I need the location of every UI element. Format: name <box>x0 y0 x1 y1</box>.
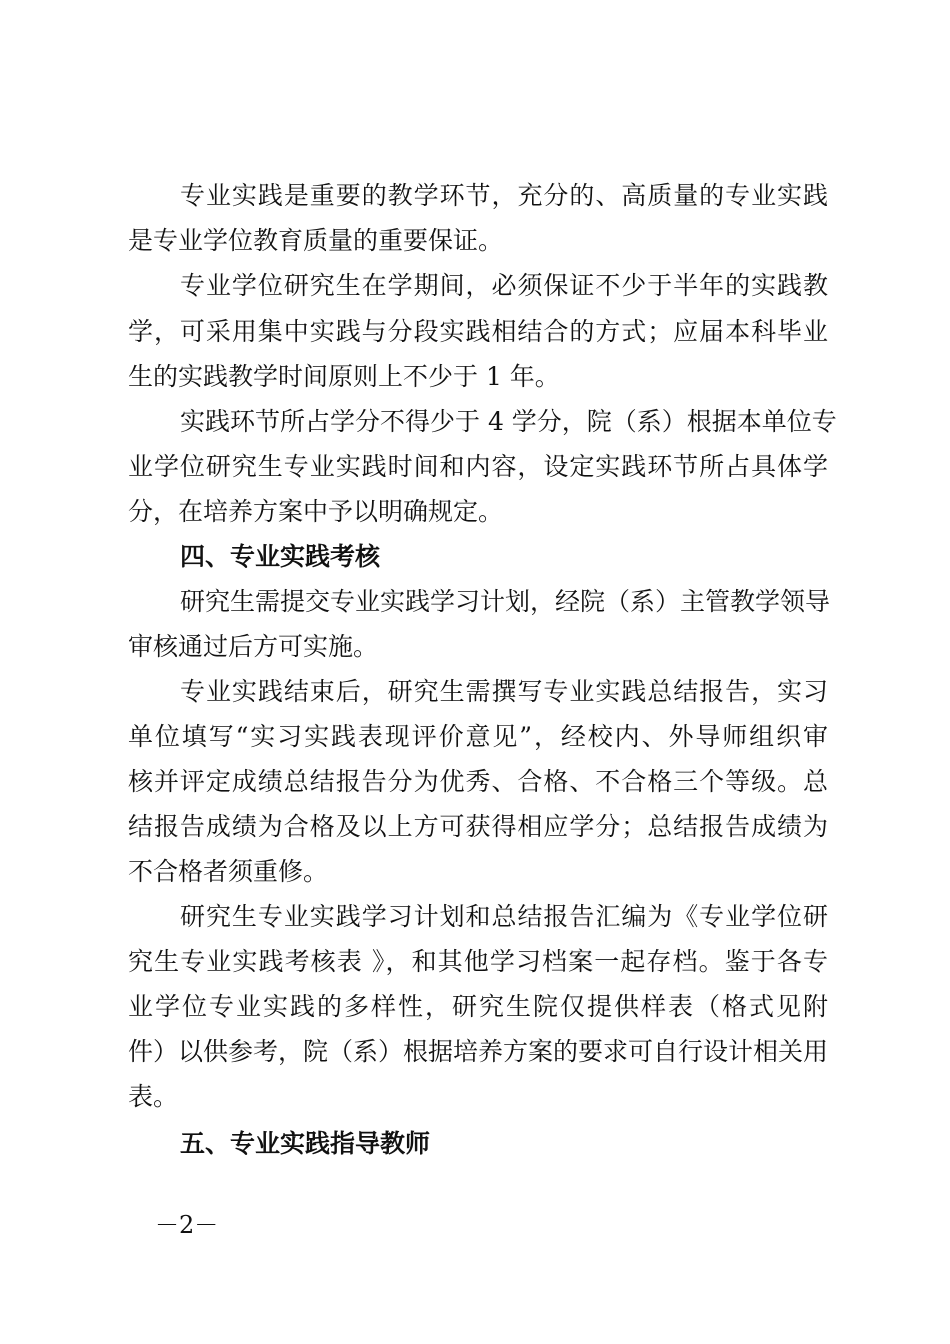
paragraph-5-line-1: 专业实践结束后，研究生需撰写专业实践总结报告，实习 <box>180 677 828 706</box>
paragraph-3-line-1: 实践环节所占学分不得少于 4 学分，院（系）根据本单位专 <box>180 407 837 436</box>
paragraph-5-line-5: 不合格者须重修。 <box>128 857 329 886</box>
paragraph-1-line-1: 专业实践是重要的教学环节，充分的、高质量的专业实践 <box>180 181 828 210</box>
section-heading-4: 四、专业实践考核 <box>180 542 381 571</box>
paragraph-2-line-2: 学，可采用集中实践与分段实践相结合的方式；应届本科毕业 <box>128 317 828 346</box>
paragraph-6-line-2: 究生专业实践考核表 》，和其他学习档案一起存档。鉴于各专 <box>128 947 828 976</box>
paragraph-5-line-4: 结报告成绩为合格及以上方可获得相应学分；总结报告成绩为 <box>128 812 828 841</box>
paragraph-4-line-2: 审核通过后方可实施。 <box>128 632 379 661</box>
paragraph-6-line-5: 表。 <box>128 1082 179 1111</box>
paragraph-2-line-1: 专业学位研究生在学期间，必须保证不少于半年的实践教 <box>180 271 828 300</box>
paragraph-4-line-1: 研究生需提交专业实践学习计划，经院（系）主管教学领导 <box>180 587 831 616</box>
page-number: －2－ <box>155 1211 219 1239</box>
paragraph-6-line-4: 件）以供参考，院（系）根据培养方案的要求可自行设计相关用 <box>128 1037 829 1066</box>
paragraph-6-line-1: 研究生专业实践学习计划和总结报告汇编为《专业学位研 <box>180 902 828 931</box>
section-heading-5: 五、专业实践指导教师 <box>180 1129 431 1158</box>
paragraph-5-line-3: 核并评定成绩总结报告分为优秀、合格、不合格三个等级。总 <box>128 767 828 796</box>
paragraph-5-line-2: 单位填写“实习实践表现评价意见”，经校内、外导师组织审 <box>128 722 828 751</box>
paragraph-1-line-2: 是专业学位教育质量的重要保证。 <box>128 226 504 255</box>
paragraph-3-line-2: 业学位研究生专业实践时间和内容，设定实践环节所占具体学 <box>128 452 828 481</box>
paragraph-3-line-3: 分，在培养方案中予以明确规定。 <box>128 497 504 526</box>
paragraph-2-line-3: 生的实践教学时间原则上不少于 1 年。 <box>128 362 560 391</box>
paragraph-6-line-3: 业学位专业实践的多样性，研究生院仅提供样表（格式见附 <box>128 992 828 1021</box>
